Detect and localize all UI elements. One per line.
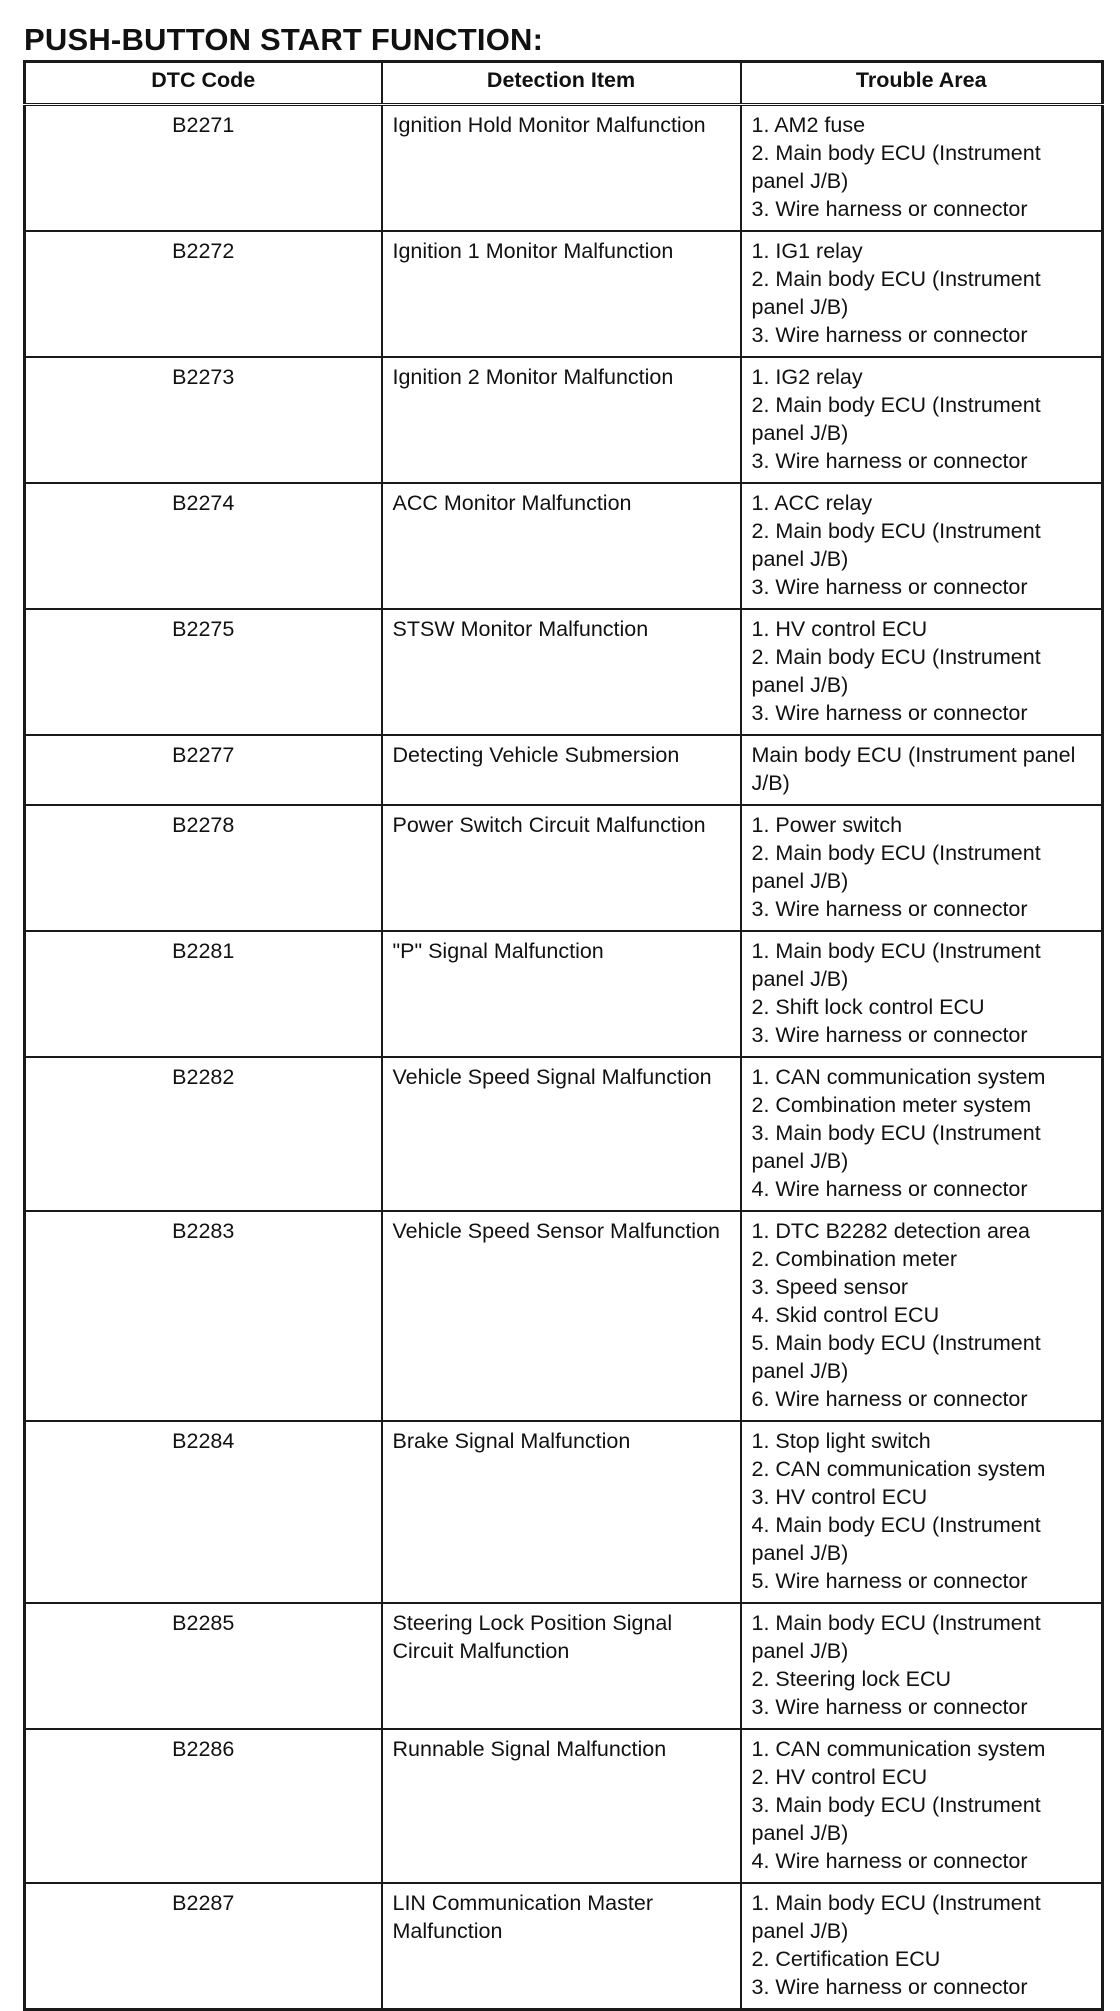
trouble-area-cell [741, 1883, 1103, 2010]
detection-item-cell: Ignition 1 Monitor Malfunction [382, 231, 741, 357]
trouble-area-item: 2. HV control ECU [751, 1765, 928, 1789]
detection-item-cell: Ignition 2 Monitor Malfunction [382, 357, 741, 483]
detection-item-cell: LIN Communication Master Malfunction [382, 1883, 741, 2010]
trouble-area-item: 1. IG1 relay [751, 239, 863, 263]
table-row [25, 105, 1103, 232]
dtc-code-cell: B2286 [25, 1729, 382, 1883]
trouble-area-cell [741, 483, 1103, 609]
trouble-area-item: 2. Main body ECU (Instrument panel J/B) [751, 841, 1041, 893]
trouble-area-item: 2. Shift lock control ECU [751, 995, 985, 1019]
trouble-area-item: 2. Main body ECU (Instrument panel J/B) [751, 141, 1041, 193]
trouble-area-item: 1. CAN communication system [751, 1737, 1046, 1761]
trouble-area-item: 1. Stop light switch [751, 1429, 931, 1453]
detection-item-cell: Detecting Vehicle Submersion [382, 735, 741, 805]
trouble-area-item: 1. ACC relay [751, 491, 873, 515]
dtc-code-cell: B2284 [25, 1421, 382, 1603]
trouble-area-item: 1. Power switch [751, 813, 903, 837]
trouble-area-item: 1. Main body ECU (Instrument panel J/B) [751, 1611, 1041, 1663]
trouble-area-item: Main body ECU (Instrument panel J/B) [751, 743, 1076, 795]
table-row [25, 231, 1103, 357]
column-header-detection-item: Detection Item [382, 62, 741, 105]
trouble-area-cell [741, 805, 1103, 931]
detection-item-cell: Runnable Signal Malfunction [382, 1729, 741, 1883]
detection-item-cell: STSW Monitor Malfunction [382, 609, 741, 735]
trouble-area-item: 2. CAN communication system [751, 1457, 1046, 1481]
table-row [25, 1421, 1103, 1603]
table-header-row [25, 62, 1103, 105]
dtc-code-cell: B2271 [25, 105, 382, 232]
trouble-area-item: 4. Wire harness or connector [751, 1177, 1028, 1201]
trouble-area-item: 3. Wire harness or connector [751, 1975, 1028, 1999]
trouble-area-item: 2. Main body ECU (Instrument panel J/B) [751, 393, 1041, 445]
trouble-area-item: 3. Wire harness or connector [751, 1695, 1028, 1719]
dtc-code-cell: B2274 [25, 483, 382, 609]
trouble-area-item: 3. Main body ECU (Instrument panel J/B) [751, 1793, 1041, 1845]
trouble-area-item: 2. Steering lock ECU [751, 1667, 952, 1691]
dtc-code-cell: B2278 [25, 805, 382, 931]
dtc-code-cell: B2277 [25, 735, 382, 805]
trouble-area-item: 1. Main body ECU (Instrument panel J/B) [751, 939, 1041, 991]
trouble-area-item: 1. CAN communication system [751, 1065, 1046, 1089]
trouble-area-item: 4. Skid control ECU [751, 1303, 940, 1327]
detection-item-cell: Brake Signal Malfunction [382, 1421, 741, 1603]
trouble-area-item: 2. Main body ECU (Instrument panel J/B) [751, 267, 1041, 319]
table-body [25, 105, 1103, 2010]
trouble-area-item: 3. Wire harness or connector [751, 897, 1028, 921]
table-row [25, 1729, 1103, 1883]
column-header-dtc-code: DTC Code [25, 62, 382, 105]
page-title: PUSH-BUTTON START FUNCTION: [24, 22, 544, 57]
trouble-area-item: 3. Wire harness or connector [751, 323, 1028, 347]
trouble-area-item: 1. Main body ECU (Instrument panel J/B) [751, 1891, 1041, 1943]
trouble-area-cell [741, 105, 1103, 232]
trouble-area-item: 2. Main body ECU (Instrument panel J/B) [751, 519, 1041, 571]
dtc-code-cell: B2282 [25, 1057, 382, 1211]
trouble-area-cell [741, 1603, 1103, 1729]
table-row [25, 483, 1103, 609]
detection-item-cell: Power Switch Circuit Malfunction [382, 805, 741, 931]
trouble-area-cell [741, 231, 1103, 357]
dtc-code-cell: B2281 [25, 931, 382, 1057]
trouble-area-item: 1. IG2 relay [751, 365, 863, 389]
trouble-area-item: 2. Main body ECU (Instrument panel J/B) [751, 645, 1041, 697]
table-row [25, 1603, 1103, 1729]
table-row [25, 1883, 1103, 2010]
trouble-area-item: 3. Speed sensor [751, 1275, 909, 1299]
trouble-area-item: 1. DTC B2282 detection area [751, 1219, 1030, 1243]
trouble-area-cell [741, 1729, 1103, 1883]
detection-item-cell: Vehicle Speed Signal Malfunction [382, 1057, 741, 1211]
trouble-area-item: 3. Wire harness or connector [751, 449, 1028, 473]
trouble-area-item: 5. Main body ECU (Instrument panel J/B) [751, 1331, 1041, 1383]
column-header-trouble-area: Trouble Area [741, 62, 1103, 105]
dtc-code-cell: B2283 [25, 1211, 382, 1421]
table-row [25, 931, 1103, 1057]
trouble-area-item: 3. Wire harness or connector [751, 701, 1028, 725]
trouble-area-item: 6. Wire harness or connector [751, 1387, 1028, 1411]
trouble-area-item: 1. AM2 fuse [751, 113, 866, 137]
trouble-area-item: 4. Main body ECU (Instrument panel J/B) [751, 1513, 1041, 1565]
table-row [25, 805, 1103, 931]
trouble-area-item: 1. HV control ECU [751, 617, 928, 641]
trouble-area-item: 3. Wire harness or connector [751, 575, 1028, 599]
detection-item-cell: ACC Monitor Malfunction [382, 483, 741, 609]
trouble-area-item: 4. Wire harness or connector [751, 1849, 1028, 1873]
detection-item-cell: Ignition Hold Monitor Malfunction [382, 105, 741, 232]
dtc-code-cell: B2287 [25, 1883, 382, 2010]
trouble-area-item: 2. Certification ECU [751, 1947, 941, 1971]
detection-item-cell: "P" Signal Malfunction [382, 931, 741, 1057]
dtc-code-cell: B2285 [25, 1603, 382, 1729]
table-row [25, 735, 1103, 805]
trouble-area-item: 2. Combination meter [751, 1247, 958, 1271]
detection-item-cell: Steering Lock Position Signal Circuit Malfunction [382, 1603, 741, 1729]
trouble-area-cell [741, 1421, 1103, 1603]
trouble-area-cell [741, 735, 1103, 805]
table-row [25, 357, 1103, 483]
trouble-area-cell [741, 357, 1103, 483]
trouble-area-item: 3. Wire harness or connector [751, 197, 1028, 221]
trouble-area-item: 5. Wire harness or connector [751, 1569, 1028, 1593]
table-row [25, 1211, 1103, 1421]
dtc-code-cell: B2275 [25, 609, 382, 735]
trouble-area-item: 2. Combination meter system [751, 1093, 1032, 1117]
detection-item-cell: Vehicle Speed Sensor Malfunction [382, 1211, 741, 1421]
table-row [25, 609, 1103, 735]
trouble-area-cell [741, 931, 1103, 1057]
trouble-area-item: 3. Wire harness or connector [751, 1023, 1028, 1047]
trouble-area-item: 3. HV control ECU [751, 1485, 928, 1509]
dtc-table [23, 60, 1104, 2011]
dtc-code-cell: B2273 [25, 357, 382, 483]
trouble-area-cell [741, 1211, 1103, 1421]
trouble-area-cell [741, 1057, 1103, 1211]
dtc-code-cell: B2272 [25, 231, 382, 357]
trouble-area-cell [741, 609, 1103, 735]
trouble-area-item: 3. Main body ECU (Instrument panel J/B) [751, 1121, 1041, 1173]
table-row [25, 1057, 1103, 1211]
